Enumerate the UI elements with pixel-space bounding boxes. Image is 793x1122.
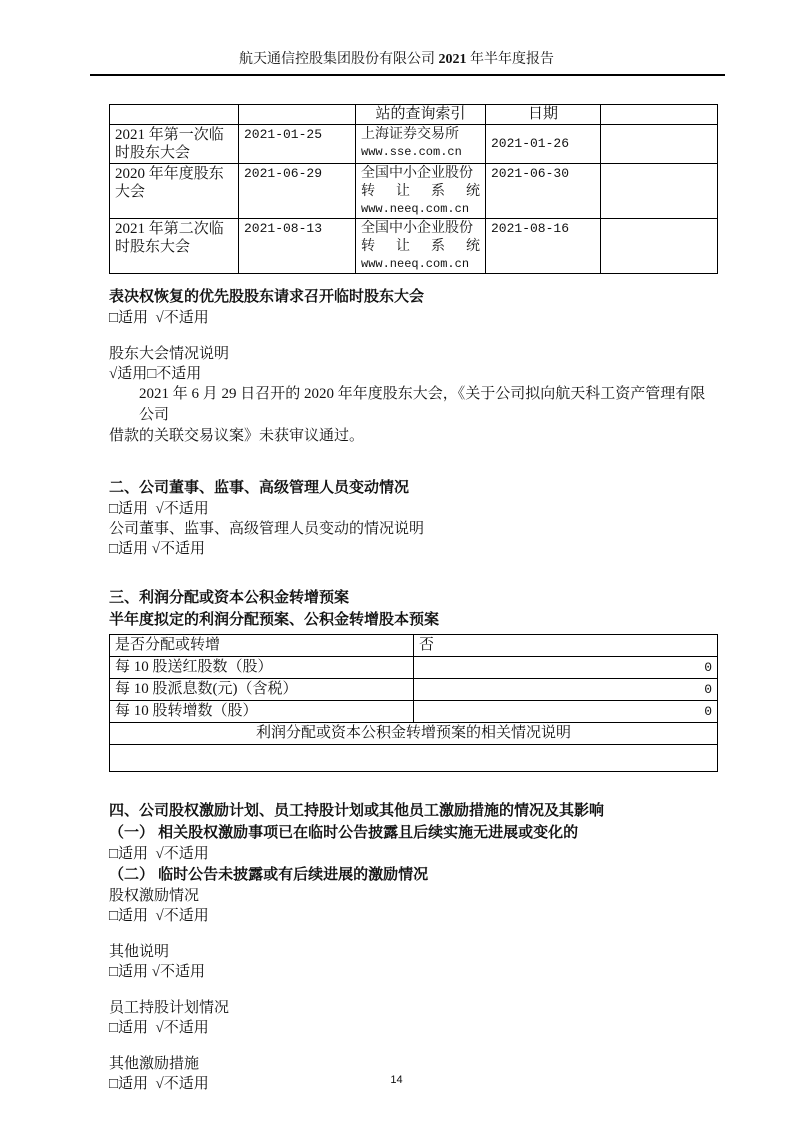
running-header bbox=[0, 0, 793, 70]
meeting-note-applicability-line: √适用□不适用 bbox=[109, 366, 202, 382]
meeting-site-url: www.sse.com.cn bbox=[361, 145, 462, 159]
preferred-applicability-line: □适用 √不适用 bbox=[109, 310, 209, 326]
header-cell-empty-1 bbox=[110, 105, 239, 125]
header-cell-empty-2 bbox=[239, 105, 356, 125]
section3-heading: 三、利润分配或资本公积金转增预案 bbox=[109, 589, 350, 606]
equity-incentive-applicability-line: □适用 √不适用 bbox=[109, 908, 209, 924]
meeting-site-line1: 全国中小企业股份 bbox=[361, 221, 473, 236]
header-cell-query-index: 站的查询索引 bbox=[356, 105, 486, 125]
table-row bbox=[110, 657, 718, 679]
meeting-note-paragraph-line2: 借款的关联交易议案》未获审议通过。 bbox=[109, 428, 365, 444]
profit-distribution-table bbox=[109, 634, 718, 772]
section3-subheading: 半年度拟定的利润分配预案、公积金转增股本预案 bbox=[109, 611, 440, 628]
meeting-note-label: 股东大会情况说明 bbox=[109, 346, 230, 362]
meeting-name: 2021 年第一次临时股东大会 bbox=[110, 125, 239, 164]
header-cell-date: 日期 bbox=[486, 105, 601, 125]
disclosure-date: 2021-01-26 bbox=[486, 125, 601, 164]
shareholder-meetings-table bbox=[109, 104, 718, 274]
dividend-value: 0 bbox=[414, 679, 718, 701]
esop-label: 员工持股计划情况 bbox=[109, 1000, 230, 1016]
table-row bbox=[110, 219, 718, 274]
header-rule bbox=[90, 74, 725, 76]
conversion-label: 每 10 股转增数（股） bbox=[110, 701, 414, 723]
note-header-cell: 利润分配或资本公积金转增预案的相关情况说明 bbox=[110, 723, 718, 745]
empty-cell bbox=[601, 164, 718, 219]
other-incentive-applicability-line: □适用 √不适用 bbox=[109, 1076, 209, 1092]
meeting-site: 上海证券交易所 bbox=[361, 127, 459, 142]
meeting-site-cell bbox=[356, 125, 486, 164]
meeting-date: 2021-01-25 bbox=[239, 125, 356, 164]
section2-note-label: 公司董事、监事、高级管理人员变动的情况说明 bbox=[109, 521, 425, 537]
section2-heading: 二、公司董事、监事、高级管理人员变动情况 bbox=[109, 479, 410, 496]
meeting-site-line2: 转让系统 bbox=[361, 184, 480, 199]
meeting-name: 2020 年年度股东大会 bbox=[110, 164, 239, 219]
other-incentive-label: 其他激励措施 bbox=[109, 1056, 200, 1072]
table-row bbox=[110, 125, 718, 164]
equity-incentive-label: 股权激励情况 bbox=[109, 888, 200, 904]
page-number: 14 bbox=[390, 1074, 403, 1086]
esop-applicability-line: □适用 √不适用 bbox=[109, 1020, 209, 1036]
page-content bbox=[109, 104, 717, 1094]
conversion-value: 0 bbox=[414, 701, 718, 723]
meeting-site-line1: 全国中小企业股份 bbox=[361, 166, 473, 181]
table-row bbox=[110, 679, 718, 701]
meeting-site-cell bbox=[356, 219, 486, 274]
distribute-or-convert-value: 否 bbox=[414, 635, 718, 657]
preferred-shareholders-heading: 表决权恢复的优先股股东请求召开临时股东大会 bbox=[109, 288, 425, 305]
section4-sub2-heading: （二） 临时公告未披露或有后续进展的激励情况 bbox=[109, 866, 429, 883]
meeting-site-cell bbox=[356, 164, 486, 219]
other-note-applicability-line: □适用 √不适用 bbox=[109, 964, 206, 980]
section4-sub1-heading: （一） 相关股权激励事项已在临时公告披露且后续实施无进展或变化的 bbox=[109, 824, 579, 841]
header-title-suffix: 年半年度报告 bbox=[466, 52, 554, 67]
bonus-shares-label: 每 10 股送红股数（股） bbox=[110, 657, 414, 679]
meeting-date: 2021-08-13 bbox=[239, 219, 356, 274]
section4-sub1-applicability-line: □适用 √不适用 bbox=[109, 846, 209, 862]
other-note-label: 其他说明 bbox=[109, 944, 170, 960]
section2-applicability-line: □适用 √不适用 bbox=[109, 501, 209, 517]
disclosure-date: 2021-06-30 bbox=[486, 164, 601, 219]
meeting-date: 2021-06-29 bbox=[239, 164, 356, 219]
note-header-row bbox=[110, 723, 718, 745]
header-cell-empty-3 bbox=[601, 105, 718, 125]
note-value-cell bbox=[110, 745, 718, 772]
section2-note-applicability-line: □适用 √不适用 bbox=[109, 541, 206, 557]
table-row bbox=[110, 164, 718, 219]
meeting-site-line2: 转让系统 bbox=[361, 239, 480, 254]
note-value-row bbox=[110, 745, 718, 772]
meeting-site-url: www.neeq.com.cn bbox=[361, 202, 470, 216]
distribute-or-convert-label: 是否分配或转增 bbox=[110, 635, 414, 657]
table-row bbox=[110, 635, 718, 657]
table-header-row bbox=[110, 105, 718, 125]
table-row bbox=[110, 701, 718, 723]
bonus-shares-value: 0 bbox=[414, 657, 718, 679]
meeting-site-url: www.neeq.com.cn bbox=[361, 257, 470, 271]
header-title-year: 2021 bbox=[438, 52, 467, 67]
header-title-prefix: 航天通信控股集团股份有限公司 bbox=[239, 52, 439, 67]
empty-cell bbox=[601, 219, 718, 274]
meeting-note-paragraph-line1: 2021 年 6 月 29 日召开的 2020 年年度股东大会，《关于公司拟向航天科工资产管理有限公司 bbox=[139, 386, 706, 423]
empty-cell bbox=[601, 125, 718, 164]
disclosure-date: 2021-08-16 bbox=[486, 219, 601, 274]
dividend-label: 每 10 股派息数(元)（含税） bbox=[110, 679, 414, 701]
meeting-name: 2021 年第二次临时股东大会 bbox=[110, 219, 239, 274]
section4-heading: 四、公司股权激励计划、员工持股计划或其他员工激励措施的情况及其影响 bbox=[109, 802, 605, 819]
